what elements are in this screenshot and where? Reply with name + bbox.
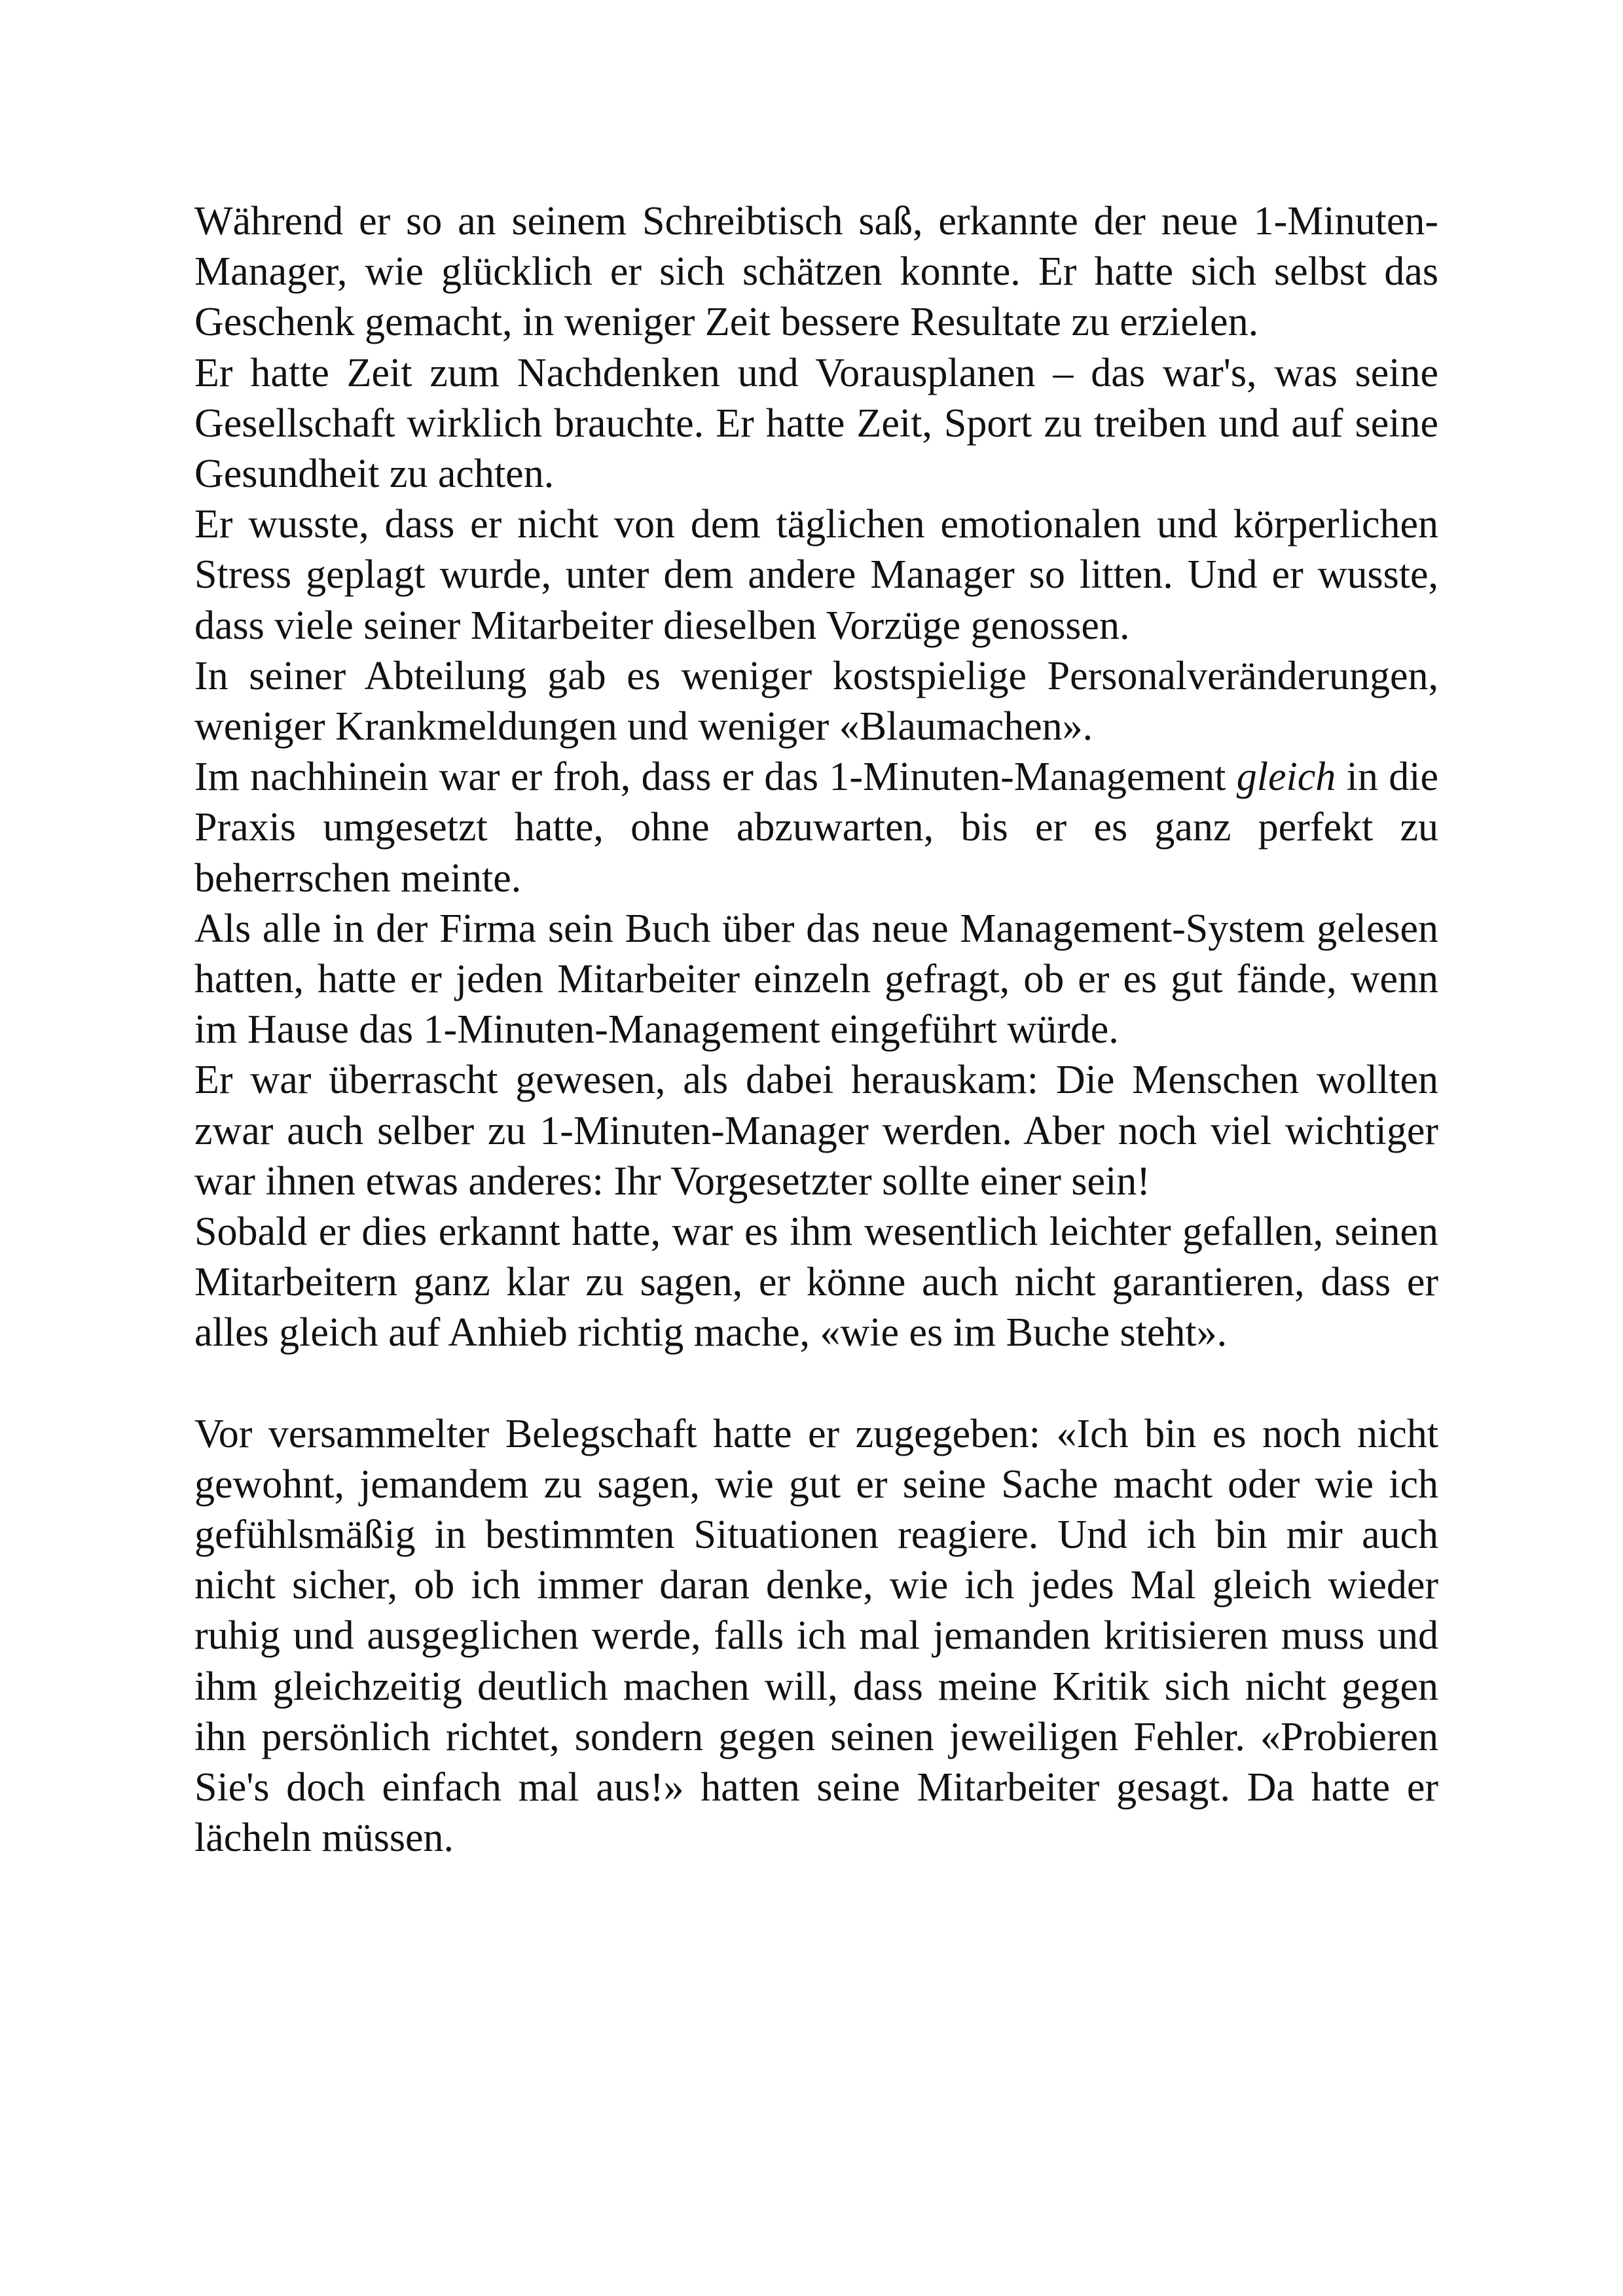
paragraph-3: Er wusste, dass er nicht von dem täglichen emotionalen und körperlichen Stress geplagt wurde, unter dem andere Manager so litten. Und er wusste, dass viele seiner Mitarbeiter dieselben Vorzüge genossen. bbox=[194, 502, 1438, 648]
paragraph-9: Vor versammelter Belegschaft hatte er zugegeben: «Ich bin es noch nicht gewohnt, jemandem zu sagen, wie gut er seine Sache macht oder wie ich gefühlsmäßig in bestimmten Situationen reagiere. Und ich bin mir auch nicht sicher, ob ich immer daran denke, wie ich jedes Mal gleich wieder ruhig und ausgeglichen werde, falls ich mal jemanden kritisieren muss und ihm gleichzeitig deutlich machen will, dass meine Kritik sich nicht gegen ihn persönlich richtet, sondern gegen seinen jeweiligen Fehler. «Probieren Sie's doch einfach mal aus!» hatten seine Mitarbeiter gesagt. Da hatte er lächeln müssen. bbox=[194, 1411, 1438, 1861]
paragraph-5-before: Im nachhinein war er froh, dass er das 1-Minuten-Management bbox=[194, 755, 1237, 800]
paragraph-6: Als alle in der Firma sein Buch über das neue Management-System gelesen hatten, hatte er jeden Mitarbeiter einzeln gefragt, ob er es gut fände, wenn im Hause das 1-Minuten-Management eingeführt würde. bbox=[194, 906, 1438, 1052]
paragraph-4: In seiner Abteilung gab es weniger kostspielige Personalveränderungen, weniger Krankmeldungen und weniger «Blaumachen». bbox=[194, 653, 1438, 749]
paragraph-5-after: in die Praxis umgesetzt hatte, ohne abzuwarten, bis er es ganz perfekt zu beherrschen meinte. bbox=[194, 755, 1438, 901]
body-text bbox=[194, 196, 1438, 1864]
paragraph-7: Er war überrascht gewesen, als dabei herauskam: Die Menschen wollten zwar auch selber zu 1-Minuten-Manager werden. Aber noch viel wichtiger war ihnen etwas anderes: Ihr Vorgesetzter sollte einer sein! bbox=[194, 1058, 1438, 1204]
paragraph-5-emphasis: gleich bbox=[1236, 755, 1336, 800]
paragraph-5 bbox=[194, 752, 1438, 904]
paragraph-2: Er hatte Zeit zum Nachdenken und Vorausplanen – das war's, was seine Gesellschaft wirklich brauchte. Er hatte Zeit, Sport zu treiben und auf seine Gesundheit zu achten. bbox=[194, 350, 1438, 497]
paragraph-1: Während er so an seinem Schreibtisch saß, erkannte der neue 1-Minuten-Manager, wie glücklich er sich schätzen konnte. Er hatte sich selbst das Geschenk gemacht, in weniger Zeit bessere Resultate zu erzielen. bbox=[194, 199, 1438, 345]
paragraph-8: Sobald er dies erkannt hatte, war es ihm wesentlich leichter gefallen, seinen Mitarbeitern ganz klar zu sagen, er könne auch nicht garantieren, dass er alles gleich auf Anhieb richtig mache, «wie es im Buche steht». bbox=[194, 1210, 1438, 1355]
